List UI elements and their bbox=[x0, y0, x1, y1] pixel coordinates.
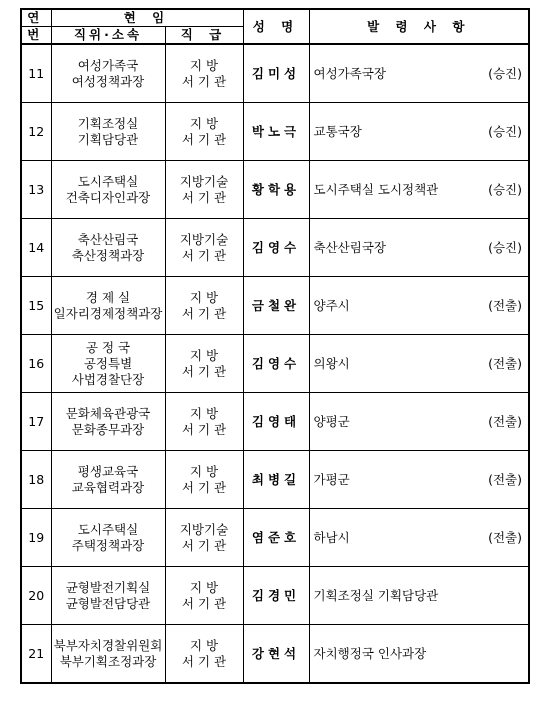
grade-line: 서 기 관 bbox=[181, 247, 227, 263]
table-row bbox=[21, 161, 529, 219]
grade-line: 서 기 관 bbox=[181, 305, 227, 321]
row-number: 17 bbox=[21, 393, 51, 451]
appointment-note: (승진) bbox=[488, 181, 523, 197]
appointment-note: (승진) bbox=[488, 239, 523, 255]
position-line: 균형발전기획실 bbox=[65, 579, 151, 595]
appointment-text: 교통국장 bbox=[313, 123, 362, 139]
position-line: 문화종무과장 bbox=[71, 421, 145, 437]
grade-cell bbox=[165, 393, 243, 451]
appointment-text: 가평군 bbox=[313, 471, 350, 487]
appointment-text: 자치행정국 인사과장 bbox=[313, 645, 427, 661]
position-cell bbox=[51, 44, 165, 103]
person-name: 김영수 bbox=[243, 335, 309, 393]
position-line: 여성정책과장 bbox=[71, 73, 145, 89]
grade-cell bbox=[165, 277, 243, 335]
appointment-cell bbox=[309, 393, 529, 451]
table-row bbox=[21, 219, 529, 277]
grade-cell bbox=[165, 44, 243, 103]
row-number: 20 bbox=[21, 567, 51, 625]
table-row bbox=[21, 567, 529, 625]
grade-cell bbox=[165, 625, 243, 684]
position-line: 축산산림국 bbox=[77, 231, 139, 247]
table-row bbox=[21, 44, 529, 103]
appointment-note: (승진) bbox=[488, 123, 523, 139]
grade-line: 서 기 관 bbox=[181, 653, 227, 669]
appointment-note: (전출) bbox=[488, 529, 523, 545]
position-line: 사법경찰단장 bbox=[71, 371, 145, 387]
appointment-text: 기획조정실 기획담당관 bbox=[313, 587, 439, 603]
person-name: 최병길 bbox=[243, 451, 309, 509]
position-line: 축산정책과장 bbox=[71, 247, 145, 263]
grade-line: 지 방 bbox=[189, 637, 219, 653]
position-line: 교육협력과장 bbox=[71, 479, 145, 495]
person-name: 김영태 bbox=[243, 393, 309, 451]
row-number: 12 bbox=[21, 103, 51, 161]
row-number: 18 bbox=[21, 451, 51, 509]
appointment-table bbox=[20, 8, 530, 684]
row-number: 15 bbox=[21, 277, 51, 335]
table-row bbox=[21, 625, 529, 684]
position-cell bbox=[51, 509, 165, 567]
position-line: 여성가족국 bbox=[77, 57, 139, 73]
appointment-note: (전출) bbox=[488, 297, 523, 313]
grade-line: 서 기 관 bbox=[181, 363, 227, 379]
position-line: 도시주택실 bbox=[77, 521, 139, 537]
table-row bbox=[21, 451, 529, 509]
header-grade: 직 급 bbox=[165, 27, 243, 45]
appointment-cell bbox=[309, 161, 529, 219]
position-cell bbox=[51, 103, 165, 161]
grade-line: 서 기 관 bbox=[181, 595, 227, 611]
appointment-note: (전출) bbox=[488, 471, 523, 487]
grade-line: 지방기술 bbox=[179, 231, 229, 247]
grade-line: 지 방 bbox=[189, 289, 219, 305]
grade-cell bbox=[165, 161, 243, 219]
appointment-text: 축산산림국장 bbox=[313, 239, 386, 255]
grade-cell bbox=[165, 451, 243, 509]
grade-cell bbox=[165, 219, 243, 277]
grade-line: 지 방 bbox=[189, 57, 219, 73]
header-no-top: 연 bbox=[21, 9, 51, 27]
position-line: 공 정 국 bbox=[85, 339, 131, 355]
grade-cell bbox=[165, 335, 243, 393]
header-current: 현 임 bbox=[51, 9, 243, 27]
table-row bbox=[21, 393, 529, 451]
position-cell bbox=[51, 161, 165, 219]
appointment-text: 양평군 bbox=[313, 413, 350, 429]
appointment-note: (전출) bbox=[488, 413, 523, 429]
grade-line: 서 기 관 bbox=[181, 537, 227, 553]
grade-cell bbox=[165, 567, 243, 625]
person-name: 김경민 bbox=[243, 567, 309, 625]
appointment-text: 양주시 bbox=[313, 297, 350, 313]
position-cell bbox=[51, 567, 165, 625]
appointment-text: 하남시 bbox=[313, 529, 350, 545]
grade-line: 지 방 bbox=[189, 347, 219, 363]
position-cell bbox=[51, 219, 165, 277]
row-number: 21 bbox=[21, 625, 51, 684]
grade-cell bbox=[165, 103, 243, 161]
appointment-text: 여성가족국장 bbox=[313, 65, 386, 81]
grade-line: 지방기술 bbox=[179, 173, 229, 189]
appointment-text: 도시주택실 도시정책관 bbox=[313, 181, 439, 197]
table-row bbox=[21, 103, 529, 161]
grade-line: 지방기술 bbox=[179, 521, 229, 537]
person-name: 박노극 bbox=[243, 103, 309, 161]
person-name: 김미성 bbox=[243, 44, 309, 103]
position-line: 경 제 실 bbox=[85, 289, 131, 305]
position-line: 기획조정실 bbox=[77, 115, 139, 131]
person-name: 황학용 bbox=[243, 161, 309, 219]
appointment-cell bbox=[309, 44, 529, 103]
position-cell bbox=[51, 625, 165, 684]
header-name: 성 명 bbox=[243, 9, 309, 44]
header-no-bottom: 번 bbox=[21, 27, 51, 45]
grade-line: 지 방 bbox=[189, 463, 219, 479]
grade-line: 지 방 bbox=[189, 405, 219, 421]
table-row bbox=[21, 277, 529, 335]
appointment-cell bbox=[309, 509, 529, 567]
position-line: 북부기획조정과장 bbox=[59, 653, 157, 669]
person-name: 강현석 bbox=[243, 625, 309, 684]
appointment-cell bbox=[309, 103, 529, 161]
person-name: 금철완 bbox=[243, 277, 309, 335]
position-cell bbox=[51, 277, 165, 335]
position-line: 문화체육관광국 bbox=[65, 405, 151, 421]
appointment-text: 의왕시 bbox=[313, 355, 350, 371]
position-line: 건축디자인과장 bbox=[65, 189, 151, 205]
grade-cell bbox=[165, 509, 243, 567]
grade-line: 지 방 bbox=[189, 579, 219, 595]
grade-line: 서 기 관 bbox=[181, 189, 227, 205]
appointment-cell bbox=[309, 625, 529, 684]
row-number: 13 bbox=[21, 161, 51, 219]
table-row bbox=[21, 509, 529, 567]
position-line: 기획담당관 bbox=[77, 131, 139, 147]
appointment-cell bbox=[309, 451, 529, 509]
appointment-note: (전출) bbox=[488, 355, 523, 371]
appointment-cell bbox=[309, 335, 529, 393]
appointment-cell bbox=[309, 567, 529, 625]
person-name: 염준호 bbox=[243, 509, 309, 567]
position-line: 주택정책과장 bbox=[71, 537, 145, 553]
grade-line: 서 기 관 bbox=[181, 421, 227, 437]
position-line: 공정특별 bbox=[83, 355, 133, 371]
appointment-cell bbox=[309, 219, 529, 277]
row-number: 16 bbox=[21, 335, 51, 393]
position-cell bbox=[51, 451, 165, 509]
table-row bbox=[21, 335, 529, 393]
appointment-note: (승진) bbox=[488, 65, 523, 81]
row-number: 14 bbox=[21, 219, 51, 277]
position-line: 균형발전담당관 bbox=[65, 595, 151, 611]
row-number: 19 bbox=[21, 509, 51, 567]
position-line: 도시주택실 bbox=[77, 173, 139, 189]
position-line: 일자리경제정책과장 bbox=[53, 305, 163, 321]
header-position: 직위·소속 bbox=[51, 27, 165, 45]
position-line: 평생교육국 bbox=[77, 463, 139, 479]
person-name: 김영수 bbox=[243, 219, 309, 277]
header-appointment: 발 령 사 항 bbox=[309, 9, 529, 44]
row-number: 11 bbox=[21, 44, 51, 103]
grade-line: 지 방 bbox=[189, 115, 219, 131]
grade-line: 서 기 관 bbox=[181, 73, 227, 89]
appointment-cell bbox=[309, 277, 529, 335]
position-cell bbox=[51, 335, 165, 393]
position-cell bbox=[51, 393, 165, 451]
grade-line: 서 기 관 bbox=[181, 479, 227, 495]
grade-line: 서 기 관 bbox=[181, 131, 227, 147]
position-line: 북부자치경찰위원회 bbox=[53, 637, 163, 653]
